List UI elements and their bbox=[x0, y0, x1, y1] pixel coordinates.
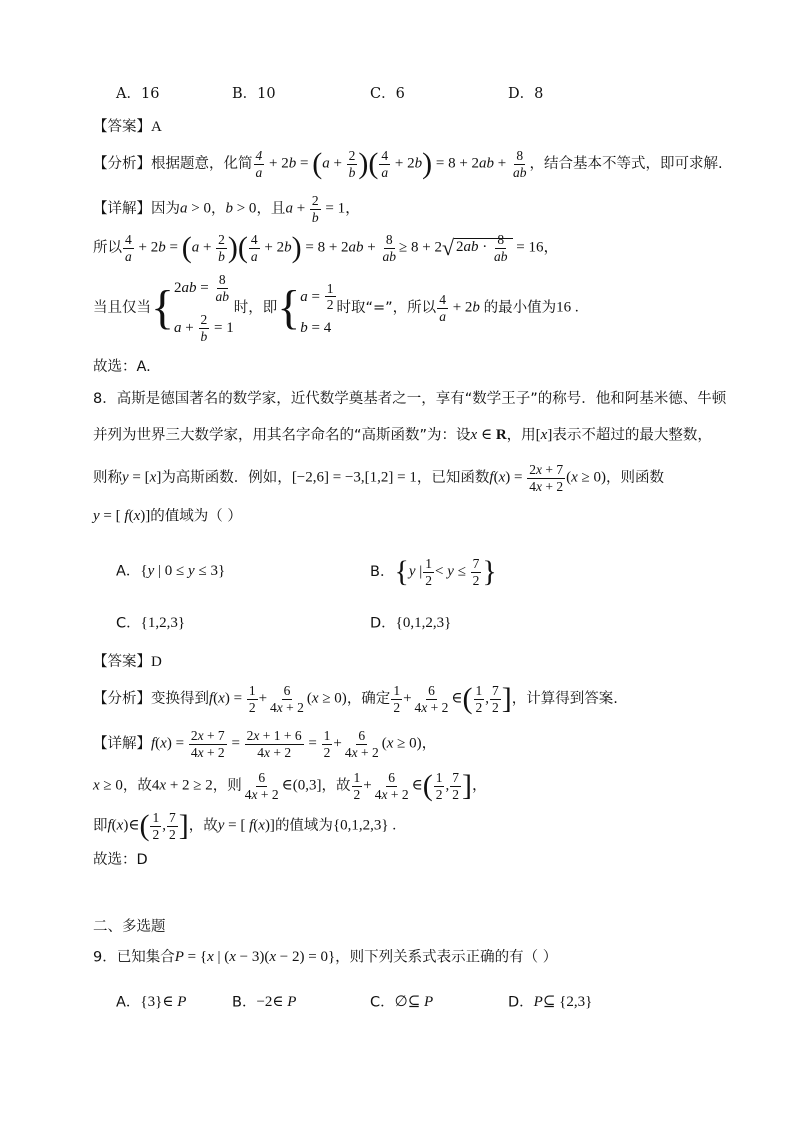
choose-text: 故选：D bbox=[93, 852, 148, 868]
q8-option-a: A．{y | 0 ≤ y ≤ 3} bbox=[116, 563, 226, 580]
detail-label: 【详解】 bbox=[93, 735, 151, 752]
choose-text: 故选：A. bbox=[93, 359, 151, 375]
q7-option-c: C．6 bbox=[370, 86, 405, 102]
question-text: 并列为世界三大数学家，用其名字命名的“高斯函数”为：设 bbox=[93, 427, 471, 444]
question-text: ，则函数 bbox=[605, 469, 664, 486]
question-text: 9．已知集合 bbox=[93, 949, 175, 966]
q8-detail-line1: 【详解】f(x) = $\frac{2x + 7}{4x + 2}$ = $\frac{2x + 1 + 6}{4x + 2}$ = $\frac{1}{2}$ + $\frac{6}{4x + 2}$ (x ≥ 0)， bbox=[93, 728, 437, 760]
option-label: D． bbox=[370, 615, 396, 632]
analysis-text: ，确定 bbox=[346, 690, 391, 707]
option-label: A． bbox=[116, 563, 141, 580]
q8-detail-line2: x ≥ 0，故4x + 2 ≥ 2，则 $\frac{6}{4x + 2}$ ∈(0,3]，故 $\frac{1}{2}$ + $\frac{6}{4x + 2}$ ∈( $\frac{1}{2}$ , $\frac{7}{2}$ ]， bbox=[93, 769, 487, 803]
detail-text: ， bbox=[210, 200, 226, 217]
option-label: A． bbox=[116, 994, 141, 1011]
detail-text: 当且仅当 bbox=[93, 299, 151, 316]
detail-text: 即 bbox=[93, 817, 108, 834]
option-label: D． bbox=[508, 994, 534, 1011]
detail-text: ，则 bbox=[212, 777, 242, 794]
q8-line3: 则称y = [x]为高斯函数．例如，[−2,6] = −3,[1,2] = 1，已知函数f(x) = $\frac{2x + 7}{4x + 2}$ (x ≥ 0)，则函数 bbox=[93, 462, 664, 494]
q8-answer bbox=[93, 655, 162, 670]
detail-text: 所以 bbox=[93, 239, 122, 256]
q7-detail-line3: 当且仅当{ 2ab = $\frac{8}{ab}$ a + $\frac{2}{b}$ = 1 时，即{ a = $\frac{1}{2}$ b = 4 时取“=”，所以 $\frac{4}{a}$ + 2b 的最小值为16 . bbox=[93, 272, 579, 344]
q7-option-d: D．8 bbox=[508, 86, 544, 102]
answer-value: D bbox=[151, 654, 162, 670]
option-label: B． bbox=[232, 994, 257, 1011]
analysis-label: 【分析】 bbox=[93, 690, 151, 707]
question-text: 则称 bbox=[93, 469, 122, 486]
answer-value: A bbox=[151, 119, 162, 135]
question-text: ，用 bbox=[506, 427, 536, 444]
q7-option-a: A．16 bbox=[116, 86, 160, 102]
q8-line1 bbox=[93, 392, 726, 407]
q8-analysis: 【分析】变换得到f(x) = $\frac{1}{2}$ + $\frac{6}{4x + 2}$ (x ≥ 0)，确定 $\frac{1}{2}$ + $\frac{6}{4x + 2}$ ∈( $\frac{1}{2}$ , $\frac{7}{2}$ ]，计算得到答案. bbox=[93, 682, 618, 716]
q7-choose bbox=[93, 360, 151, 375]
question-text: 8．高斯是德国著名的数学家，近代数学奠基者之一，享有“数学王子”的称号．他和阿基米德、牛顿 bbox=[93, 391, 727, 407]
question-text: ，已知函数 bbox=[416, 469, 490, 486]
q8-choose bbox=[93, 853, 148, 868]
detail-text: ，故 bbox=[188, 817, 218, 834]
q8-option-d: D．{0,1,2,3} bbox=[370, 615, 452, 632]
analysis-text: ，计算得到答案. bbox=[511, 690, 618, 707]
q7-option-b: B．10 bbox=[232, 86, 276, 102]
q8-detail-line3: 即f(x)∈( $\frac{1}{2}$ , $\frac{7}{2}$ ]，故y = [ f(x)]的值域为{0,1,2,3} . bbox=[93, 809, 397, 843]
question-text: ，则下列关系式表示正确的有（ ） bbox=[335, 949, 558, 966]
q7-answer bbox=[93, 120, 162, 135]
detail-text: ，故 bbox=[122, 777, 152, 794]
q7-detail-line1: 【详解】因为a > 0，b > 0，且a + $\frac{2}{b}$ = 1， bbox=[93, 193, 361, 225]
q9-option-d: D．P⊆ {2,3} bbox=[508, 994, 593, 1011]
q8-line4: y = [ f(x)]的值域为（ ） bbox=[93, 508, 242, 525]
detail-label: 【详解】 bbox=[93, 200, 151, 217]
option-label: C． bbox=[370, 994, 395, 1011]
q7-detail-line2: 所以 $\frac{4}{a}$ + 2b = (a + $\frac{2}{b}$ )( $\frac{4}{a}$ + 2b) = 8 + 2ab + $\frac{8}{ab}$ ≥ 8 + 2√ 2ab · $\frac{8}{ab}$ = 16， bbox=[93, 231, 559, 265]
question-text: 的值域为（ ） bbox=[150, 508, 242, 525]
option-label: B． bbox=[370, 563, 395, 580]
question-text: 表示不超过的最大整数， bbox=[552, 427, 712, 444]
q8-option-b: B．{y | $\frac{1}{2}$ < y ≤ $\frac{7}{2}$ } bbox=[370, 555, 497, 589]
answer-label: 【答案】 bbox=[93, 119, 151, 135]
analysis-text-end: ，结合基本不等式，即可求解. bbox=[529, 155, 723, 172]
analysis-text: 变换得到 bbox=[151, 690, 209, 707]
analysis-text: 根据题意，化简 bbox=[151, 155, 253, 172]
detail-text: 因为 bbox=[151, 200, 180, 217]
section-heading bbox=[93, 920, 166, 935]
q9-stem: 9．已知集合P = {x | (x − 3)(x − 2) = 0}，则下列关系式表示正确的有（ ） bbox=[93, 949, 558, 966]
question-text: 为高斯函数．例如， bbox=[161, 469, 292, 486]
option-label: C． bbox=[116, 615, 141, 632]
q8-option-c: C．{1,2,3} bbox=[116, 615, 186, 632]
q7-analysis: 【分析】根据题意，化简 $\frac{4}{a}$ + 2b = (a + $\frac{2}{b}$ )( $\frac{4}{a}$ + 2b) = 8 + 2ab + $\frac{8}{ab}$ ，结合基本不等式，即可求解. bbox=[93, 147, 723, 181]
answer-label: 【答案】 bbox=[93, 654, 151, 670]
detail-text: 的最小值为 bbox=[483, 299, 557, 316]
q8-line2: 并列为世界三大数学家，用其名字命名的“高斯函数”为：设x ∈ R，用[x]表示不超过的最大整数， bbox=[93, 427, 712, 444]
q9-option-a: A．{3}∈ P bbox=[116, 994, 187, 1011]
section-title: 二、多选题 bbox=[93, 919, 166, 935]
detail-text: ，且 bbox=[256, 200, 286, 217]
detail-text: 时取“=”，所以 bbox=[336, 299, 437, 316]
detail-text: ，故 bbox=[321, 777, 351, 794]
analysis-label: 【分析】 bbox=[93, 156, 151, 173]
detail-text: 的值域为 bbox=[274, 817, 333, 834]
q9-option-b: B．−2∈ P bbox=[232, 994, 297, 1011]
q9-option-c: C．∅⊆ P bbox=[370, 994, 434, 1011]
detail-text: 时，即 bbox=[233, 299, 278, 316]
